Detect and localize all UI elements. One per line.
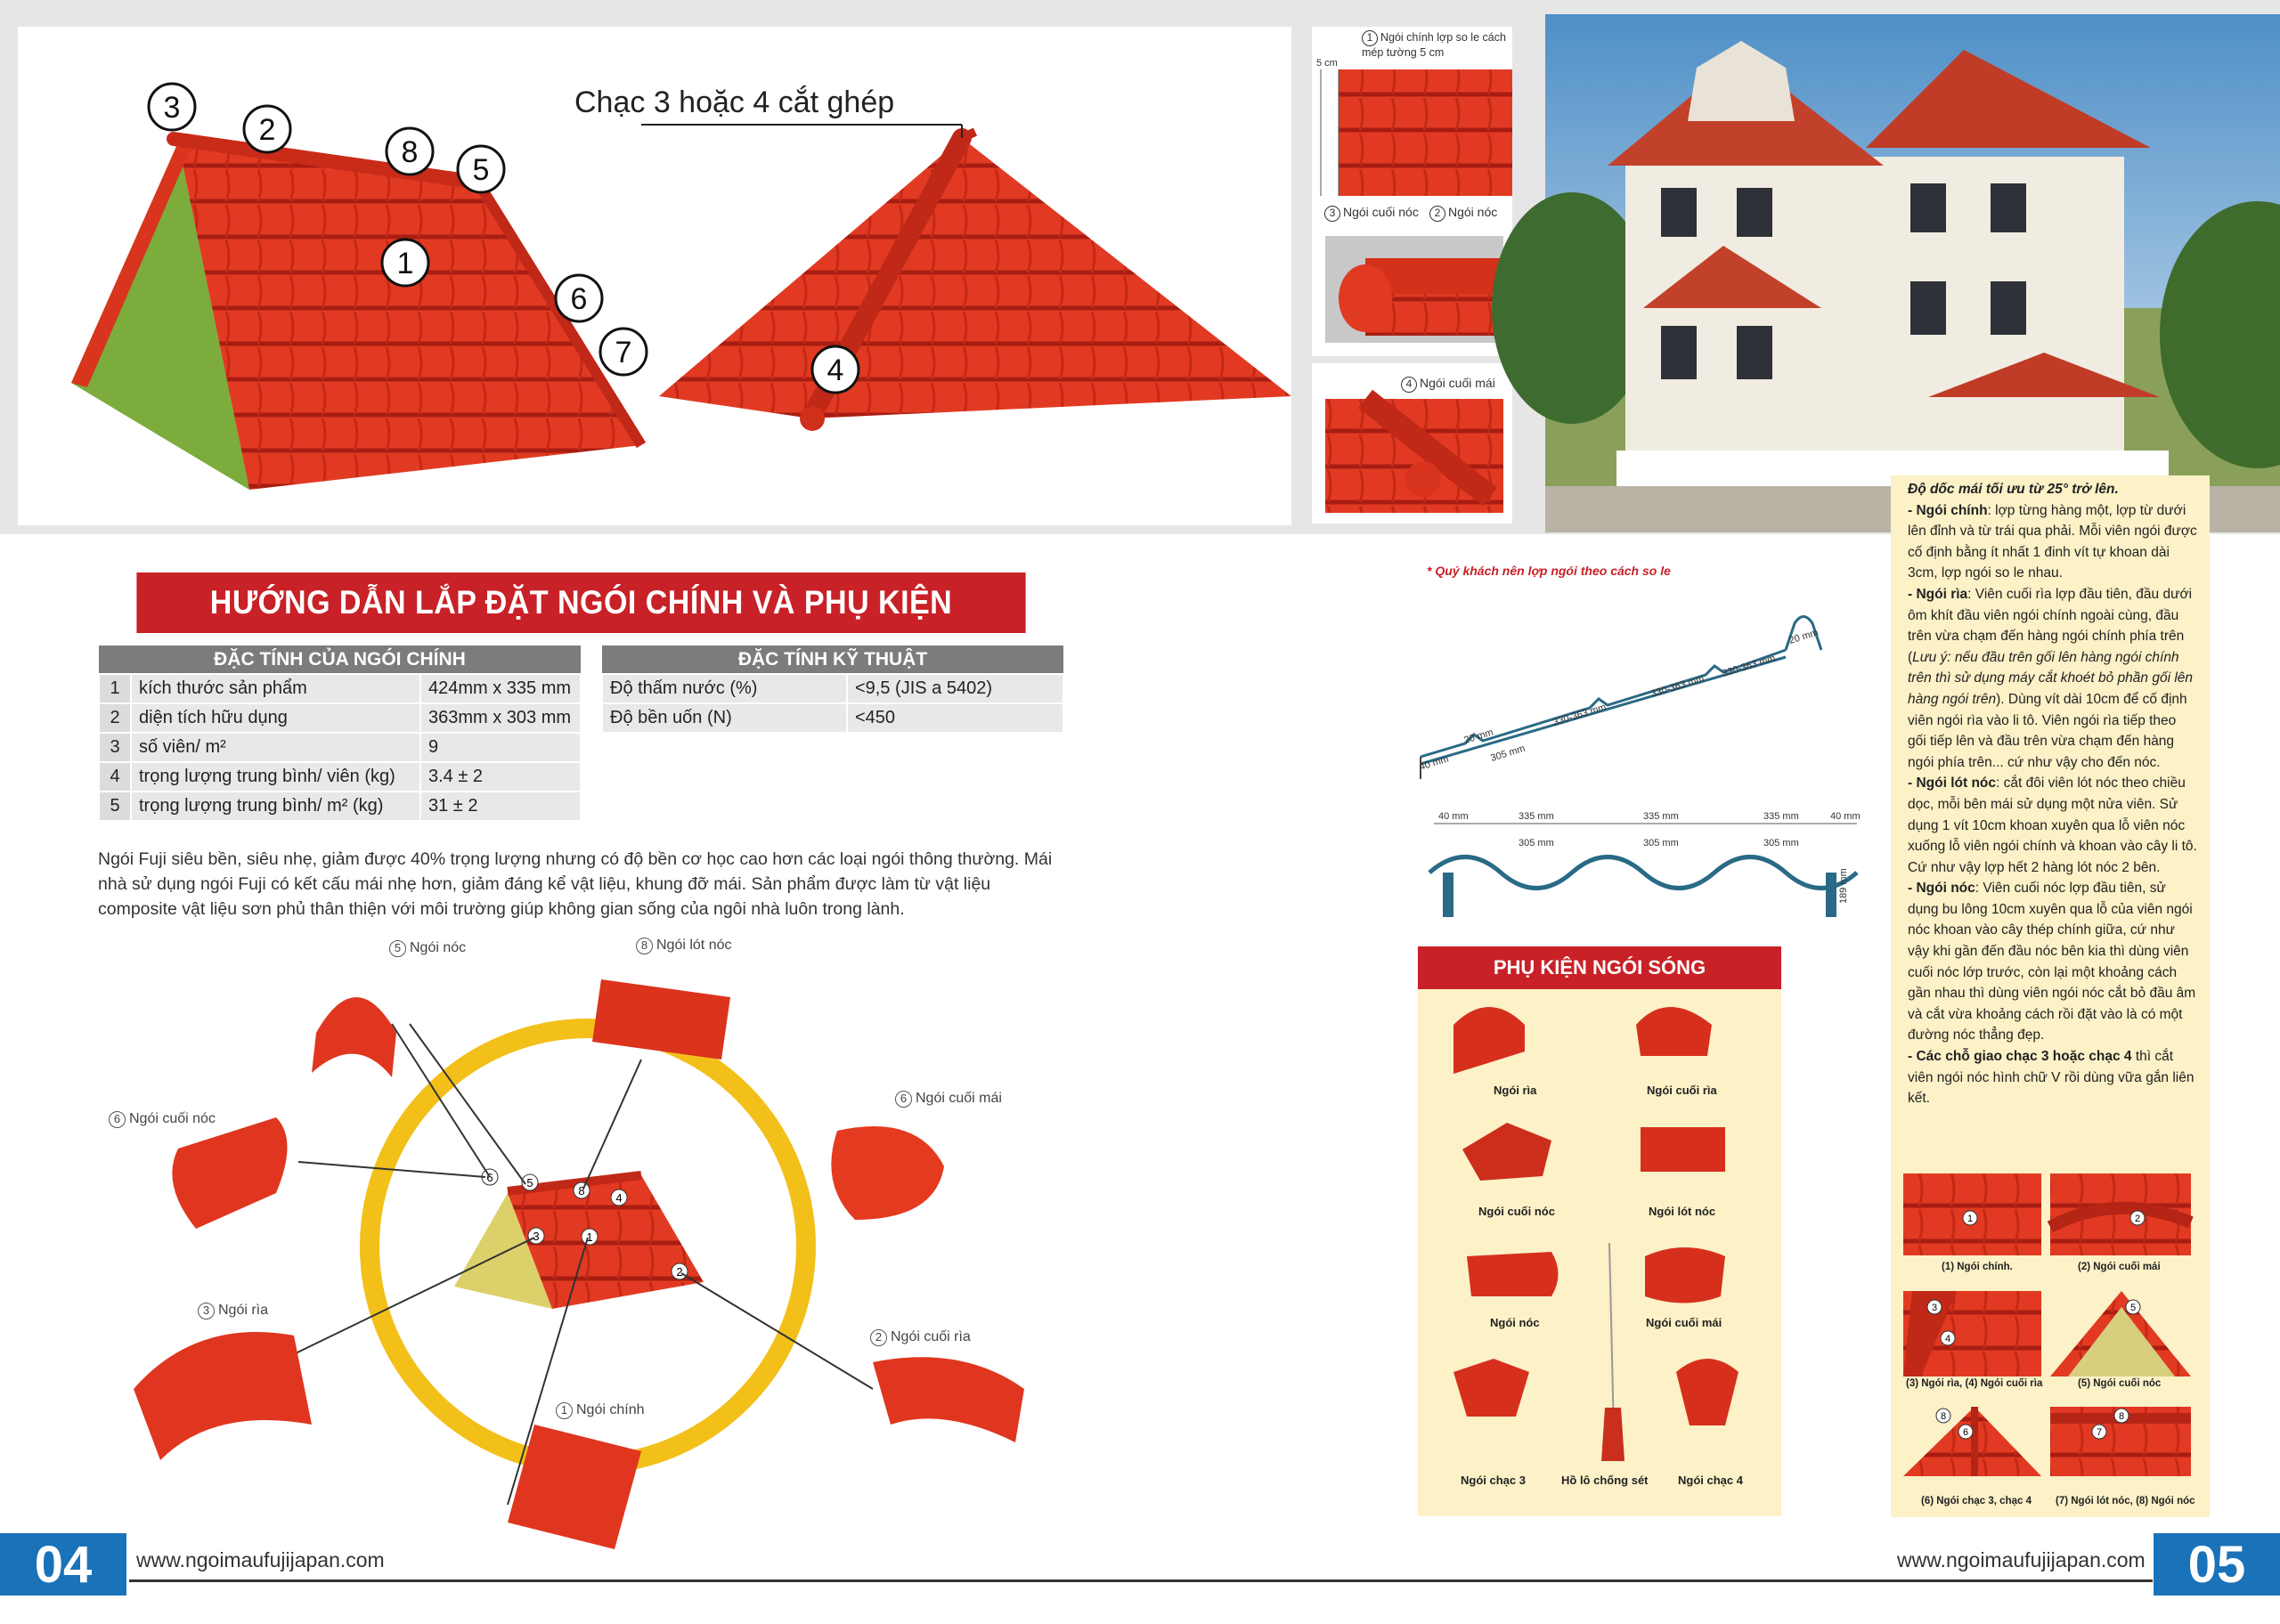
accessory-header: PHỤ KIỆN NGÓI SÓNG [1418,946,1781,989]
svg-text:4: 4 [615,1191,623,1205]
footer-url-left[interactable]: www.ngoimaufujijapan.com [136,1548,385,1571]
install-note: * Quý khách nên lợp ngói theo cách so le [1427,564,1671,578]
table-row: 3 số viên/ m² 9 [99,733,581,762]
tech-spec-header: ĐẶC TÍNH KỸ THUẬT [602,646,1063,674]
svg-text:305 mm: 305 mm [1489,743,1527,764]
svg-text:2: 2 [2134,1214,2141,1224]
accessory-drawings [1418,989,1781,1514]
parts-diagram [89,926,1069,1567]
thumb-caption: (1) Ngói chính. [1942,1262,2013,1272]
part-label-ngoi-cuoi-mai: 6 Ngói cuối mái [895,1091,1002,1108]
thumb-caption: (3) Ngói rìa, (4) Ngói cuối rìa [1906,1378,2043,1389]
hip-roof-tiles [659,138,1291,418]
detail-panel-3: 4 Ngói cuối mái [1312,363,1512,524]
svg-text:20 mm: 20 mm [1787,627,1820,646]
marker-5 [458,146,504,192]
section-drawings [1412,570,1861,944]
svg-text:4: 4 [1944,1334,1951,1344]
footer-rule [129,1579,2153,1582]
intro-paragraph: Ngói Fuji siêu bền, siêu nhẹ, giảm được 40% trọng lượng nhưng có độ bền cơ học cao hơn các loại ngói thông thường. Mái nhà sử dụng ngói Fuji có kết cấu mái nhẹ hơn, giảm đáng kể vật liệu, khung đỡ mái. Sản phẩm được làm từ vật liệu composite vật liệu sơn phủ thân thiện với môi trường giúp không gian sống của ngôi nhà luôn trong lành. [98,849,1053,919]
part-label-ngoi-cuoi-noc: 6 Ngói cuối nóc [109,1111,216,1128]
svg-text:330-363 mm: 330-363 mm [1721,653,1777,679]
svg-text:189 mm: 189 mm [1838,868,1849,904]
thumb-caption: (5) Ngói cuối nóc [2078,1378,2162,1389]
detail-panel-2: 3 Ngói cuối nóc 2 Ngói nóc [1312,196,1512,356]
marker-2 [244,106,290,152]
svg-text:305 mm: 305 mm [1763,838,1799,849]
svg-text:335 mm: 335 mm [1519,811,1554,822]
instruction-item: - Các chỗ giao chạc 3 hoặc chạc 4 thì cắt viên ngói nóc hình chữ V rồi dùng vữa gắn liên kết. [1908,1049,2194,1107]
svg-text:305 mm: 305 mm [1519,838,1554,849]
footer-url-right[interactable]: www.ngoimaufujijapan.com [1897,1548,2146,1571]
panel1-text: Ngói chính lợp so le cách mép tường 5 cm [1362,31,1506,59]
svg-text:4: 4 [826,353,844,387]
svg-text:3: 3 [1931,1303,1938,1313]
panel3-label: Ngói cuối mái [1420,376,1495,390]
part-label-ngoi-chinh: 1 Ngói chính [556,1402,645,1419]
svg-text:40 mm: 40 mm [1418,753,1451,773]
svg-text:8: 8 [401,135,419,169]
tech-spec-table [601,646,1064,734]
acc-ngoi-chac-4: Ngói chạc 4 [1678,1474,1743,1487]
table-row: Độ bền uốn (N) <450 [602,703,1063,733]
thumb-caption: (6) Ngói chạc 3, chạc 4 [1921,1496,2032,1506]
page-title: HƯỚNG DẪN LẮP ĐẶT NGÓI CHÍNH VÀ PHỤ KIỆN [136,572,1025,633]
acc-ngoi-cuoi-mai: Ngói cuối mái [1646,1316,1722,1329]
part-label-ngoi-noc: 5 Ngói nóc [389,940,466,957]
svg-text:5: 5 [526,1176,533,1190]
slope-note: Độ dốc mái tối ưu từ 25° trở lên. [1908,482,2119,497]
svg-text:1: 1 [1966,1214,1974,1224]
marker-8 [387,128,433,175]
part-label-ngoi-cuoi-ria: 2 Ngói cuối rìa [870,1329,971,1346]
svg-text:40 mm: 40 mm [1830,811,1861,822]
table-row: 2 diện tích hữu dụng 363mm x 303 mm [99,703,581,733]
thumbnail-grid [1903,1173,2197,1530]
svg-text:3: 3 [533,1230,540,1243]
instruction-item: - Ngói chính: lợp từng hàng một, lợp từ dưới lên đỉnh và từ trái qua phải. Mỗi viên ngói được cố định bằng ít nhất 1 đinh vít tự khoan dài 3cm, lợp ngói so le nhau. [1908,502,2197,581]
page-number-right: 05 [2154,1533,2280,1596]
svg-text:5: 5 [2129,1303,2137,1313]
svg-text:40 mm: 40 mm [1438,811,1469,822]
svg-text:3: 3 [163,91,181,125]
marker-7 [600,329,647,375]
roof-diagram-panel [18,27,1291,525]
thumb-caption: (2) Ngói cuối mái [2078,1262,2161,1272]
thumb-caption: (7) Ngói lót nóc, (8) Ngói nóc [2056,1496,2195,1506]
marker-4 [812,346,859,393]
main-tile-spec-table [98,646,582,822]
part-label-ngoi-lot-noc: 8 Ngói lót nóc [636,938,732,954]
svg-text:5: 5 [472,153,490,187]
acc-ngoi-lot-noc: Ngói lót nóc [1649,1205,1716,1218]
instruction-text [1908,479,2197,1109]
acc-ngoi-noc: Ngói nóc [1490,1316,1540,1329]
svg-text:8: 8 [1940,1411,1947,1422]
page-number-left: 04 [0,1533,126,1596]
svg-text:330-363 mm: 330-363 mm [1649,673,1706,700]
acc-ngoi-ria: Ngói rìa [1494,1084,1537,1097]
svg-text:6: 6 [570,282,588,316]
callout-chac: Chạc 3 hoặc 4 cắt ghép [574,85,895,119]
marker-6 [556,275,602,321]
svg-text:6: 6 [1962,1427,1969,1438]
main-tile-spec-header: ĐẶC TÍNH CỦA NGÓI CHÍNH [99,646,581,674]
instruction-item: - Ngói nóc: Viên cuối nóc lợp đầu tiên, sử dụng bu lông 10cm xuyên qua lỗ của viên ngói nóc khoan vào cây thép chính giữa, cứ như vậy khi gần đến đầu nóc bên kia thì dùng viên cuối nóc lớp trước, còn lại một khoảng cách gần nhau thì dùng viên ngói nóc cắt bỏ đầu âm và cắt vừa khoảng cách rồi đặt vào là có một đường nóc thẳng đẹp. [1908,881,2196,1043]
table-row: 4 trọng lượng trung bình/ viên (kg) 3.4 ± 2 [99,762,581,792]
instruction-item: - Ngói rìa: Viên cuối rìa lợp đầu tiên, đầu dưới ôm khít đầu viên ngói chính ngoài cùng, đầu trên vừa chạm đến hàng ngói chính phía trên (Lưu ý: nếu đầu trên gối lên hàng ngói chính trên thì sử dụng máy cắt khoét bỏ phần gối lên hàng ngói trên). Dùng vít dài 10cm để cố định viên ngói rìa vào li tô. Viên ngói rìa tiếp theo gối tiếp lên và đầu trên vừa chạm đến hàng ngói phía trên... cứ như vậy cho đến nóc. [1908,586,2194,770]
roof-diagram [18,27,1291,525]
svg-text:5 cm: 5 cm [1316,58,1338,69]
svg-text:330-363 mm: 330-363 mm [1551,702,1608,728]
table-row: 5 trọng lượng trung bình/ m² (kg) 31 ± 2 [99,792,581,821]
panel2-label3: Ngói cuối nóc [1343,205,1419,219]
detail-panel-1: 5 cm 1 Ngói chính lợp so le cách mép tường 5 cm [1312,27,1512,205]
svg-text:20 mm: 20 mm [1462,727,1495,746]
table-row: 1 kích thước sản phẩm 424mm x 335 mm [99,674,581,703]
house-photo [1545,14,2280,532]
svg-text:1: 1 [396,247,414,280]
svg-text:8: 8 [578,1184,585,1198]
part-label-ngoi-ria: 3 Ngói rìa [198,1303,268,1320]
svg-text:335 mm: 335 mm [1763,811,1799,822]
svg-text:2: 2 [258,113,276,147]
svg-text:335 mm: 335 mm [1643,811,1679,822]
acc-ho-lo-chong-set: Hồ lô chống sét [1561,1474,1649,1487]
marker-3 [149,84,195,130]
svg-text:6: 6 [486,1171,493,1184]
instruction-item: - Ngói lót nóc: cắt đôi viên lót nóc theo chiều dọc, mỗi bên mái sử dụng một nửa viên. Sử dụng 1 vít 10cm khoan xuyên qua lỗ viên nóc xuống lỗ viên ngói chính và khoan vào cây li tô. Cứ như vậy lợp hết 2 hàng lót nóc 2 bên. [1908,775,2197,875]
svg-text:8: 8 [2118,1411,2125,1422]
svg-text:1: 1 [586,1230,593,1244]
svg-text:7: 7 [615,336,632,369]
acc-ngoi-cuoi-noc: Ngói cuối nóc [1478,1205,1555,1218]
svg-text:7: 7 [2096,1427,2103,1438]
svg-text:2: 2 [676,1265,683,1279]
svg-text:305 mm: 305 mm [1643,838,1679,849]
panel2-label2: Ngói nóc [1448,205,1498,219]
acc-ngoi-cuoi-ria: Ngói cuối rìa [1647,1084,1717,1097]
marker-1 [382,240,428,286]
acc-ngoi-chac-3: Ngói chạc 3 [1461,1474,1526,1487]
table-row: Độ thấm nước (%) <9,5 (JIS a 5402) [602,674,1063,703]
